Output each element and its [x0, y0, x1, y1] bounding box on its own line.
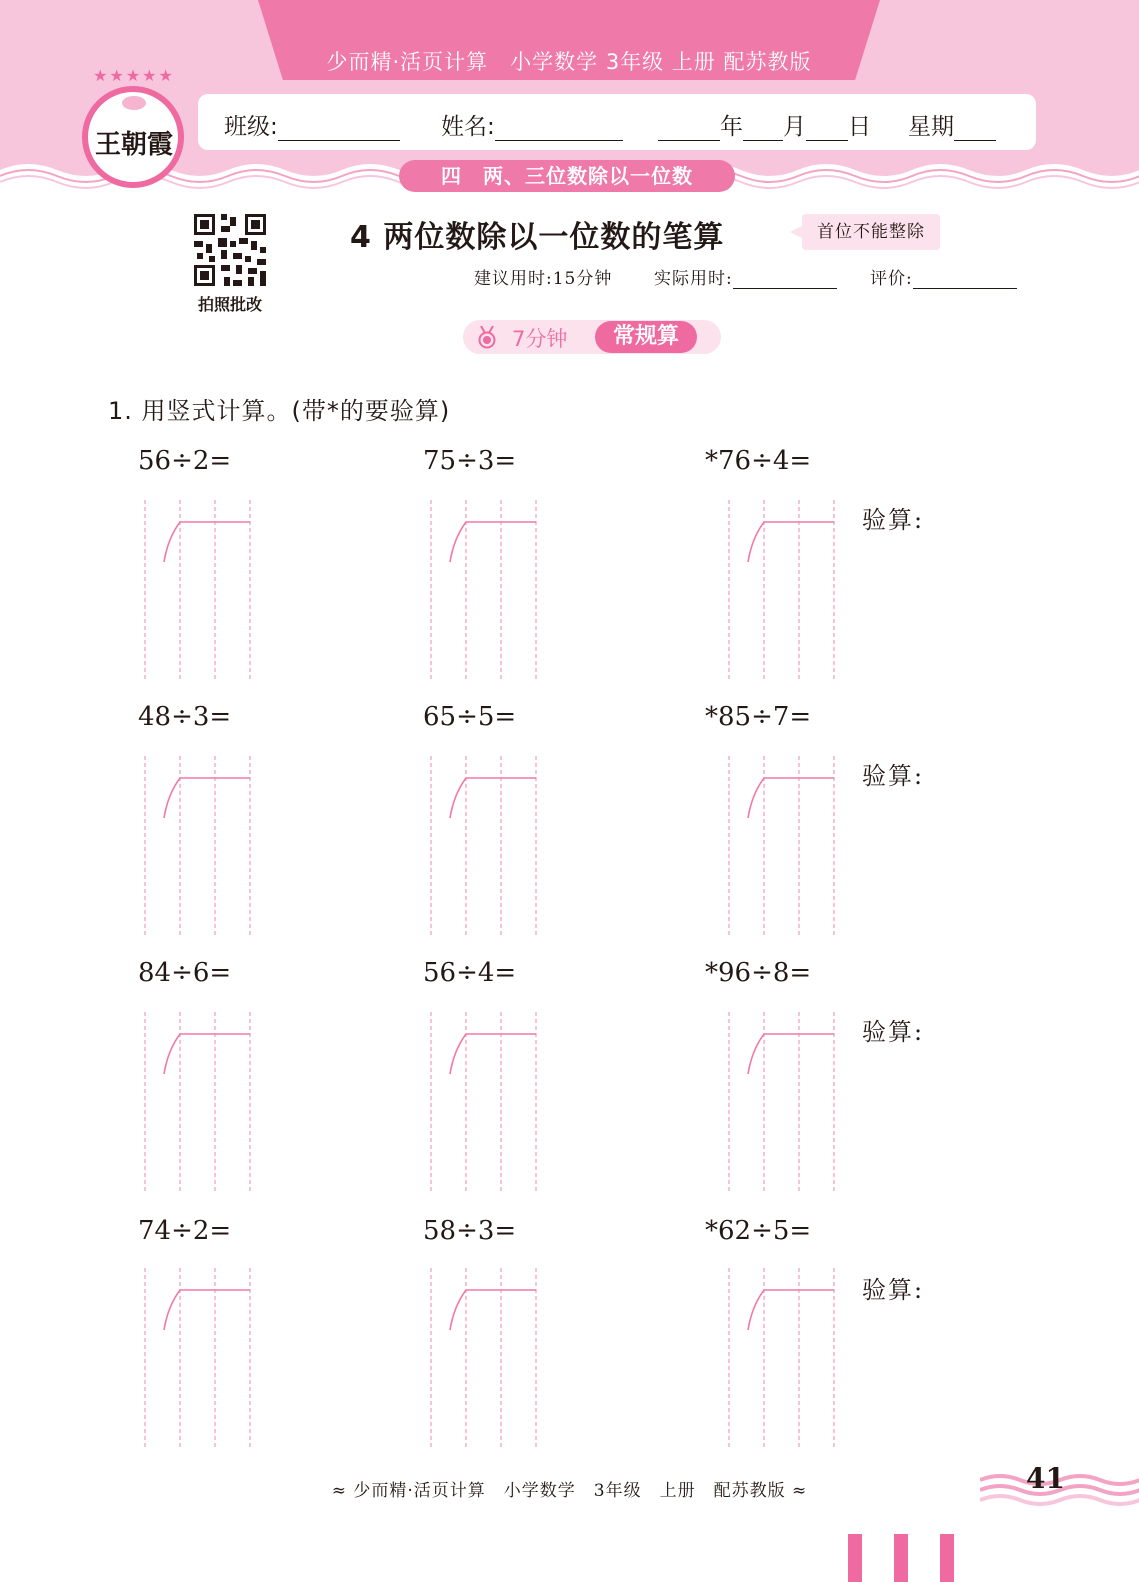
month-label: 月: [783, 114, 806, 140]
class-label: 班级:: [224, 114, 278, 140]
logo-crown-icon: [122, 96, 146, 110]
year-blank[interactable]: [658, 119, 720, 141]
division-bracket: [164, 1290, 250, 1330]
division-grid-1-1[interactable]: [142, 500, 252, 680]
chapter-title: 四 两、三位数除以一位数: [399, 160, 735, 192]
check-label-1: 验算:: [862, 506, 925, 534]
section-type: 常规算: [595, 321, 697, 353]
division-bracket: [450, 522, 536, 562]
name-label: 姓名:: [441, 114, 495, 140]
division-grid-2-1[interactable]: [142, 756, 252, 936]
division-grid-3-1[interactable]: [142, 1012, 252, 1192]
problem-2-3: *85÷7=: [705, 702, 812, 732]
logo-text: 王朝霞: [94, 130, 173, 160]
division-grid-3-3[interactable]: [726, 1012, 836, 1192]
division-bracket: [748, 1290, 834, 1330]
division-grid-1-3[interactable]: [726, 500, 836, 680]
division-grid-4-1[interactable]: [142, 1268, 252, 1448]
problem-1-1: 56÷2=: [138, 446, 232, 476]
evaluation-blank[interactable]: [913, 269, 1017, 289]
division-bracket: [748, 778, 834, 818]
division-grid-1-2[interactable]: [428, 500, 538, 680]
actual-time-field[interactable]: [654, 264, 837, 289]
actual-time-label: 实际用时:: [654, 269, 733, 289]
division-bracket: [748, 1034, 834, 1074]
day-label: 日: [848, 114, 871, 140]
division-bracket: [164, 778, 250, 818]
problem-4-1: 74÷2=: [138, 1216, 232, 1246]
division-grid-3-2[interactable]: [428, 1012, 538, 1192]
problem-1-3: *76÷4=: [705, 446, 812, 476]
name-field[interactable]: [441, 108, 623, 141]
problem-4-3: *62÷5=: [705, 1216, 812, 1246]
qr-label: 拍照批改: [197, 295, 262, 314]
division-grid-2-3[interactable]: [726, 756, 836, 936]
qr-code-icon[interactable]: [191, 211, 269, 289]
check-label-4: 验算:: [862, 1276, 925, 1304]
division-bracket: [450, 1290, 536, 1330]
division-bracket: [450, 1034, 536, 1074]
division-bracket: [164, 522, 250, 562]
problem-2-1: 48÷3=: [138, 702, 232, 732]
problem-3-1: 84÷6=: [138, 958, 232, 988]
logo-stars-icon: ★★★★★: [93, 66, 175, 85]
class-blank[interactable]: [278, 119, 400, 141]
lesson-title: 4 两位数除以一位数的笔算: [350, 220, 725, 255]
date-field[interactable]: [658, 108, 871, 141]
division-grid-4-2[interactable]: [428, 1268, 538, 1448]
name-blank[interactable]: [495, 119, 623, 141]
division-bracket: [748, 522, 834, 562]
weekday-label: 星期: [908, 114, 954, 140]
problem-4-2: 58÷3=: [423, 1216, 517, 1246]
footer-text: ≈ 少而精·活页计算 小学数学 3年级 上册 配苏教版 ≈: [331, 1481, 808, 1501]
series-title: 少而精·活页计算 小学数学 3年级 上册 配苏教版: [326, 50, 812, 74]
evaluation-field[interactable]: [870, 264, 1017, 289]
problem-2-2: 65÷5=: [423, 702, 517, 732]
brand-logo: [76, 66, 192, 190]
class-field[interactable]: [224, 108, 400, 141]
check-label-3: 验算:: [862, 1018, 925, 1046]
problem-3-3: *96÷8=: [705, 958, 812, 988]
division-grid-2-2[interactable]: [428, 756, 538, 936]
weekday-field[interactable]: [908, 108, 996, 141]
check-label-2: 验算:: [862, 762, 925, 790]
section-time: 7分钟: [512, 327, 568, 351]
day-blank[interactable]: [806, 119, 848, 141]
suggested-time: 建议用时:15分钟: [474, 269, 613, 289]
weekday-blank[interactable]: [954, 119, 996, 141]
problem-3-2: 56÷4=: [423, 958, 517, 988]
question-text: 1. 用竖式计算。(带*的要验算): [108, 397, 451, 425]
division-bracket: [450, 778, 536, 818]
division-grid-4-3[interactable]: [726, 1268, 836, 1448]
lesson-tag: 首位不能整除: [802, 214, 940, 250]
year-label: 年: [720, 114, 743, 140]
page-number: 41: [1026, 1462, 1065, 1495]
problem-1-2: 75÷3=: [423, 446, 517, 476]
evaluation-label: 评价:: [870, 269, 913, 289]
medal-icon: [476, 325, 498, 349]
actual-time-blank[interactable]: [733, 269, 837, 289]
month-blank[interactable]: [743, 119, 783, 141]
page-edge-bars: [848, 1534, 958, 1582]
division-bracket: [164, 1034, 250, 1074]
